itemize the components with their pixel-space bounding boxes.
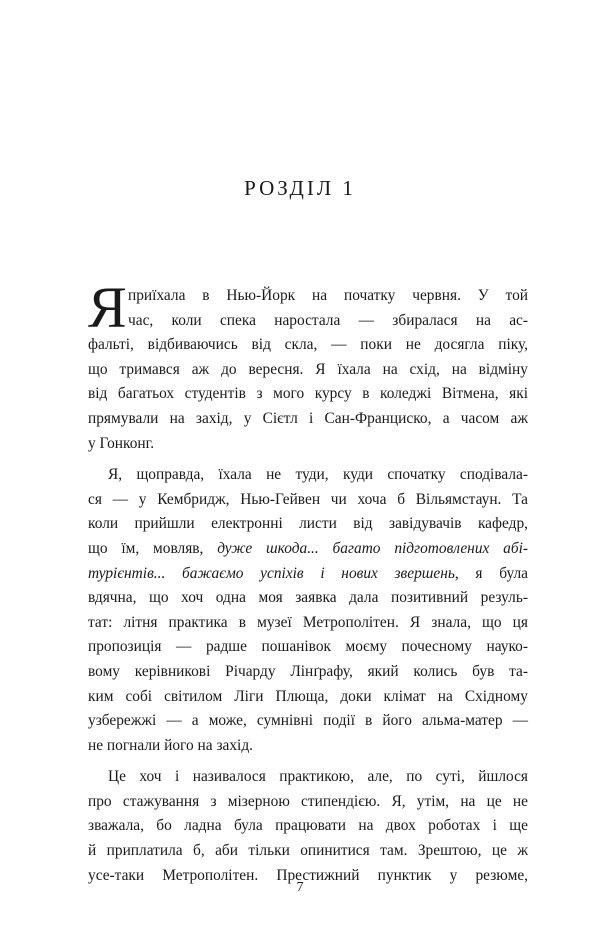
text-line <box>88 635 528 660</box>
page-number: 7 <box>296 880 304 895</box>
text-segment: ким собі світилом Ліги Плюща, доки клімат на Східному <box>88 687 528 705</box>
text-segment: що їм, мовляв, <box>88 539 218 557</box>
text-line <box>88 284 528 309</box>
text-segment: Я, щоправда, їхала не туди, куди спочатку сподівала- <box>108 466 528 484</box>
text-segment: час, коли спека наростала — збиралася на ас- <box>128 311 528 329</box>
drop-cap: Я <box>88 275 127 340</box>
text-segment: , я була <box>454 564 528 582</box>
text-line <box>88 488 528 513</box>
text-line <box>88 685 528 710</box>
text-segment: приїхала в Нью-Йорк на початку червня. У той <box>128 287 528 304</box>
text-line <box>88 586 528 611</box>
text-line <box>88 839 528 864</box>
text-line <box>88 407 528 432</box>
text-line <box>88 309 528 334</box>
italic-text: дуже шкода... багато підготовлених абі- <box>217 539 528 557</box>
text-line <box>88 660 528 685</box>
text-line <box>88 709 528 734</box>
text-segment: вому керівникові Річарду Лінґрафу, який колись був та- <box>88 662 528 680</box>
paragraph-gap <box>88 758 528 765</box>
text-line <box>88 333 528 358</box>
text-segment: тат: літня практика в музеї Метрополітен. Я знала, що ця <box>88 613 528 631</box>
chapter-title: РОЗДІЛ 1 <box>244 176 356 200</box>
text-segment: ся — у Кембридж, Нью-Гейвен чи хоча б Вільямстаун. Та <box>88 490 528 508</box>
text-line <box>88 734 528 759</box>
text-line <box>88 765 528 790</box>
text-segment: Це хоч і називалося практикою, але, по суті, йшлося <box>108 768 528 786</box>
text-segment: вдячна, що хоч одна моя заявка дала позитивний резуль- <box>88 589 528 607</box>
italic-text: турієнтів... бажаємо успіхів і нових звершень <box>88 564 455 582</box>
text-line <box>88 432 528 457</box>
text-segment: не погнали його на захід. <box>88 736 254 754</box>
text-segment: пропозиція — радше пошанівок моєму почесному науко- <box>88 638 528 656</box>
text-line <box>88 463 528 488</box>
paragraph-gap <box>88 456 528 463</box>
text-segment: узбережжі — а може, сумнівні події в його альма-матер — <box>88 712 528 730</box>
text-line <box>88 358 528 383</box>
text-segment: у Гонконг. <box>88 434 155 452</box>
text-line <box>88 611 528 636</box>
text-segment: прямували на захід, у Сієтл і Сан-Франциско, а часом аж <box>88 409 528 427</box>
text-segment: фальті, відбиваючись від скла, — поки не досягла піку, <box>88 336 528 354</box>
text-segment: що тримався аж до вересня. Я їхала на схід, на відміну <box>88 360 528 378</box>
text-segment: коли прийшли електронні листи від завідувачів кафедр, <box>88 515 528 533</box>
text-segment: від багатьох студентів з мого курсу в коледжі Вітмена, які <box>88 385 528 403</box>
text-line <box>88 512 528 537</box>
text-line <box>88 790 528 815</box>
text-segment: зважала, бо ладна була працювати на двох роботах і ще <box>88 817 528 835</box>
text-line <box>88 382 528 407</box>
body-text <box>88 275 528 888</box>
text-segment: й приплатила б, аби тільки опинитися там. Зрештою, це ж <box>88 842 528 860</box>
text-segment: усе-таки Метрополітен. Престижний пунктик у резюме, <box>88 866 528 884</box>
text-line <box>88 814 528 839</box>
text-segment: про стажування з мізерною стипендією. Я, утім, на це не <box>88 792 528 810</box>
text-line <box>88 562 528 587</box>
text-line <box>88 537 528 562</box>
